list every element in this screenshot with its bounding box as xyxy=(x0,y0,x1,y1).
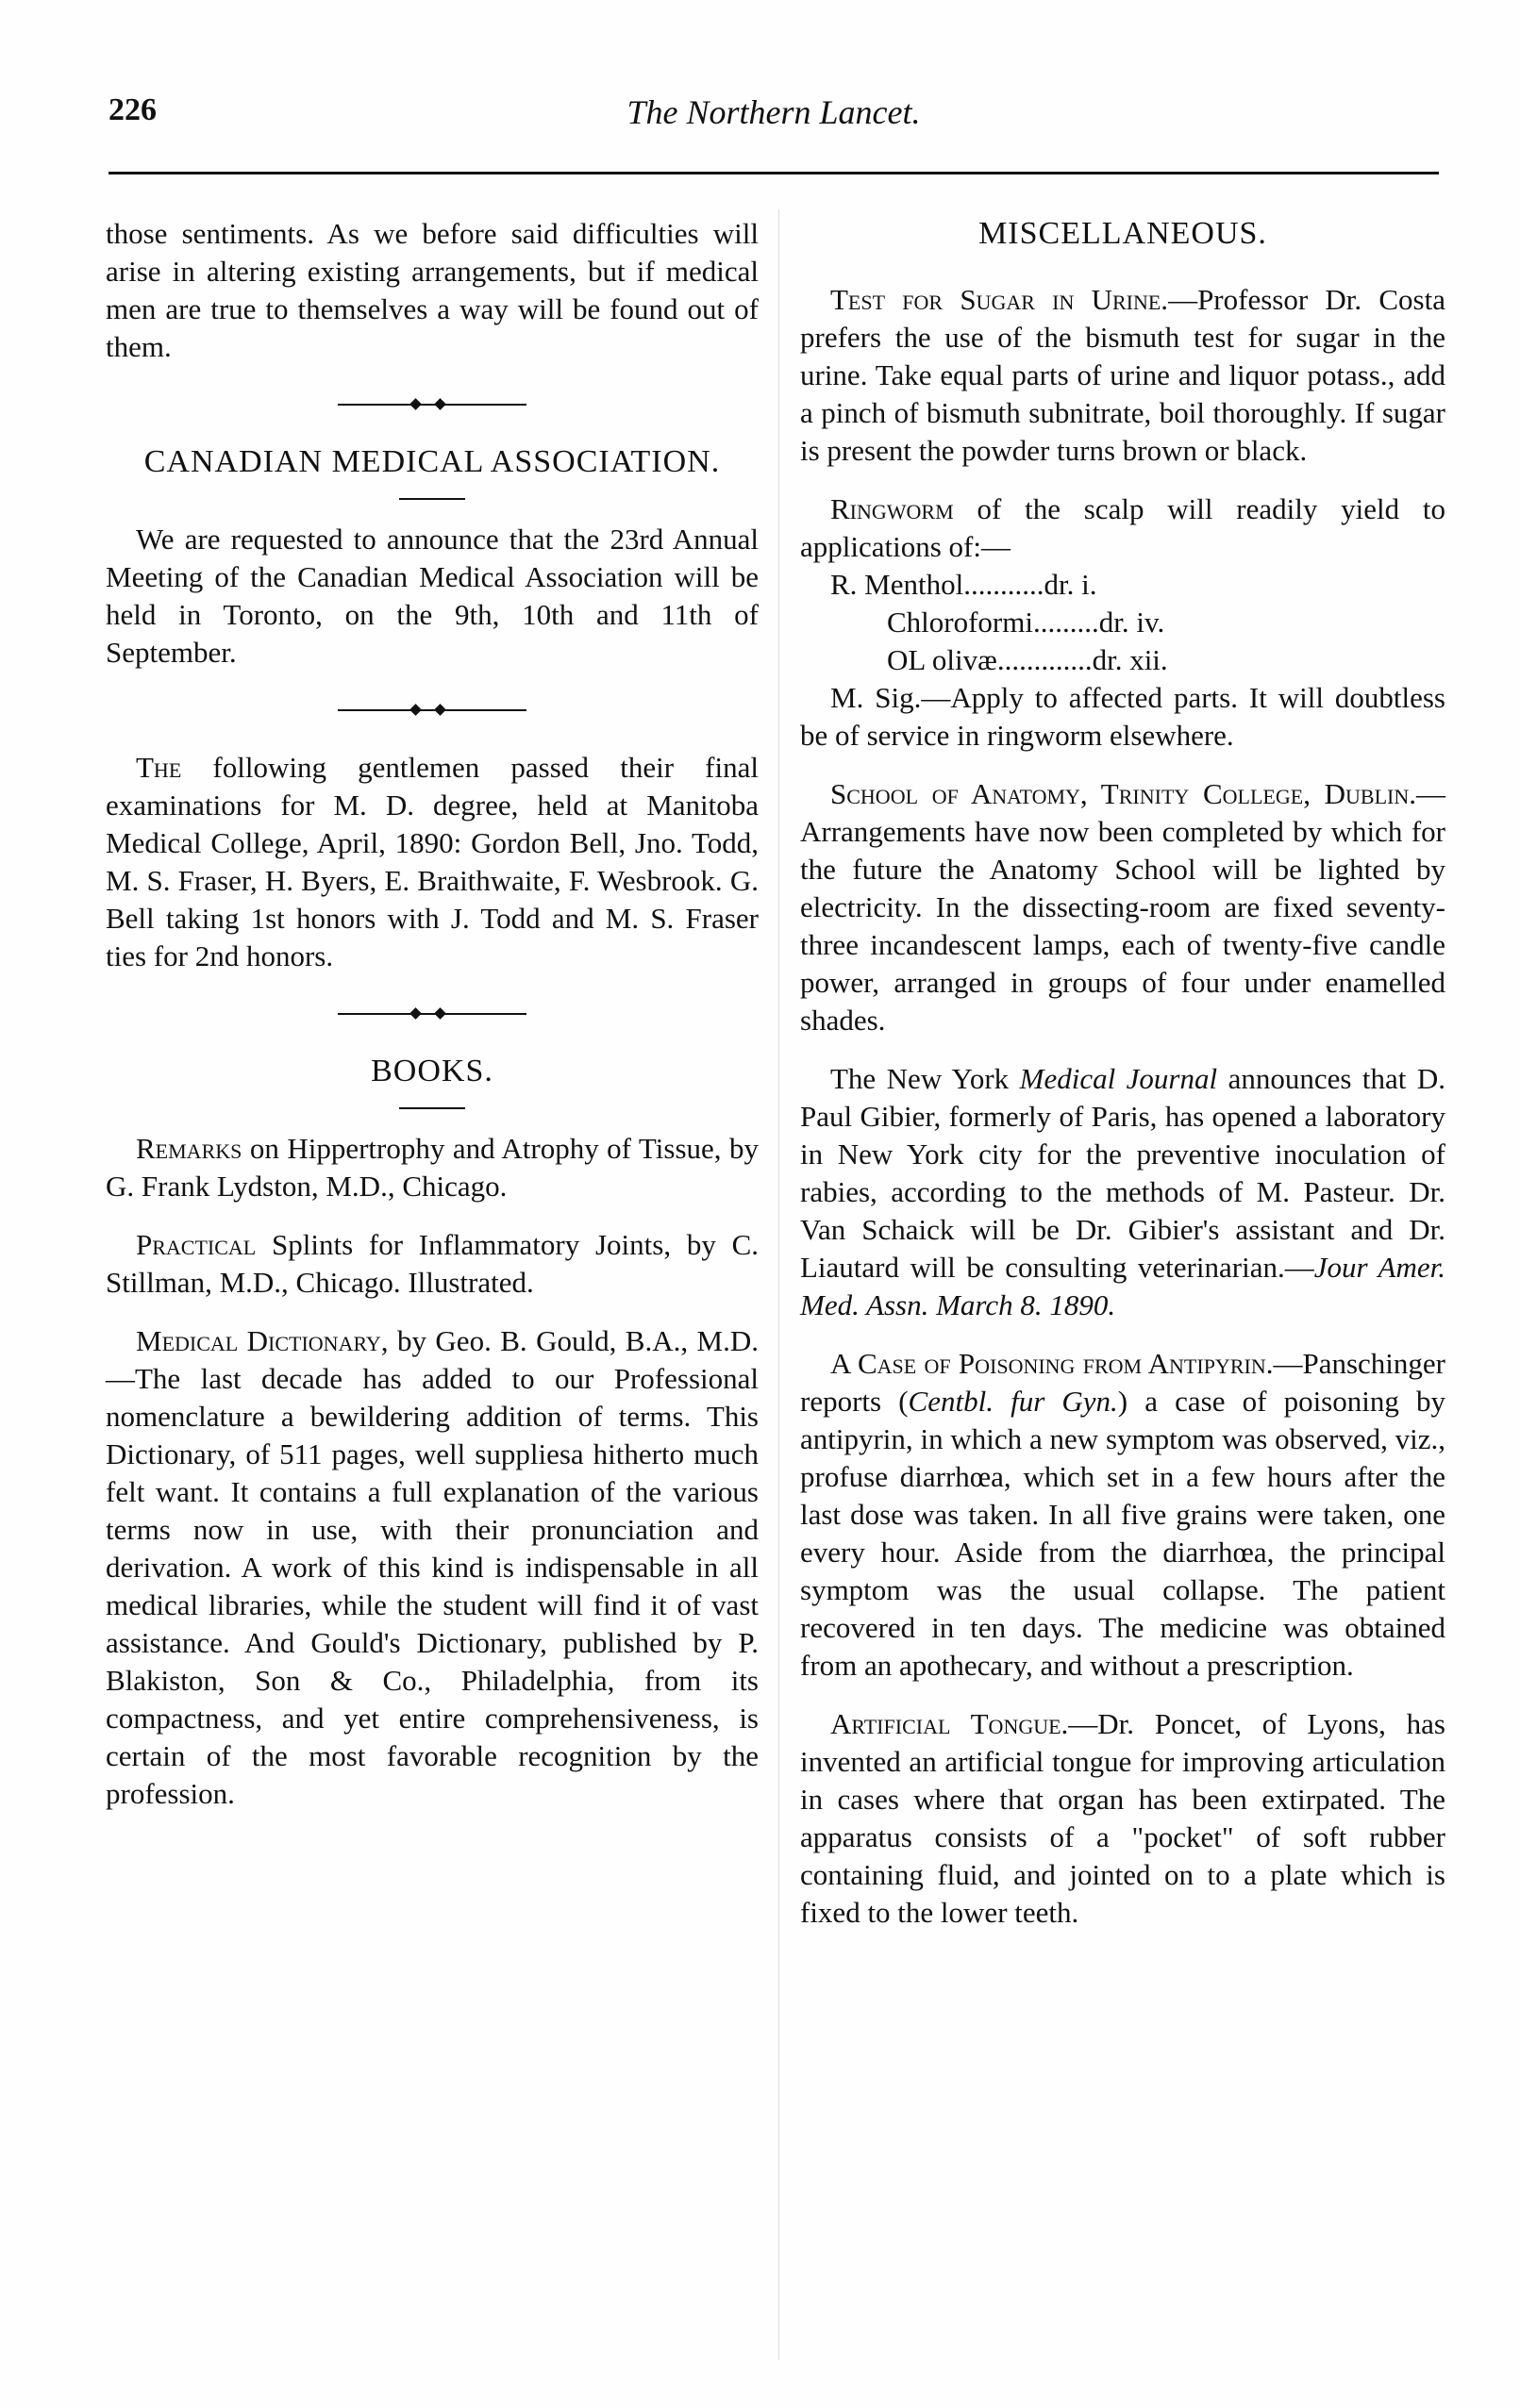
books-heading: BOOKS. xyxy=(371,1054,493,1088)
prescription-line: OL olivæ.............dr. xii. xyxy=(887,643,1168,676)
ny-text: announces that D. Paul Gibier, formerly of Paris, has opened a laboratory in New York city for the preventive inoculation of rabies, according to the methods of M. Pasteur. Dr. Van Schaick will be Dr. Gibier's assistant and Dr. Liautard will be consulting veterinarian.— xyxy=(800,1062,1445,1284)
book-entry-lead: Practical xyxy=(136,1228,257,1261)
anatomy-paragraph xyxy=(800,775,1445,1039)
column-gutter xyxy=(778,209,779,2360)
heading-rule xyxy=(399,1107,465,1109)
ringworm-paragraph xyxy=(800,490,1445,566)
running-title: The Northern Lancet. xyxy=(626,93,921,131)
citation: Jour Amer. Med. Assn. March 8. 1890. xyxy=(800,1251,1445,1321)
prescription-line: R. Menthol...........dr. i. xyxy=(830,568,1097,601)
ringworm-lead: Ringworm xyxy=(830,492,954,525)
journal-title: Medical Journal xyxy=(1019,1062,1218,1095)
book-entry-lead: Medical Dictionary, xyxy=(136,1324,389,1357)
journal-title: Centbl. fur Gyn. xyxy=(908,1385,1118,1418)
header-rule xyxy=(109,172,1439,174)
new-york-paragraph xyxy=(800,1060,1445,1324)
poisoning-lead: A Case of Poisoning from Antipyrin. xyxy=(830,1347,1274,1380)
exam-paragraph xyxy=(106,749,759,975)
prescription xyxy=(800,566,1445,679)
sugar-paragraph xyxy=(800,281,1445,470)
anatomy-text: —Arrangements have now been completed by which for the future the Anatomy School will be lighted by electricity. In the dissecting-room are fixed seventy-three incandescent lamps, each of twenty-five candle power, arranged in groups of four under enamelled shades. xyxy=(800,777,1445,1037)
book-entry xyxy=(106,1226,759,1302)
exam-text: following gentlemen passed their final examinations for M. D. degree, held at Manitoba Medical College, April, 1890: Gordon Bell, Jno. Todd, M. S. Fraser, H. Byers, E. Braithwaite, F. Wesbrook. G. Bell taking 1st honors with J. Todd and M. S. Fraser ties for 2nd honors. xyxy=(106,751,759,972)
intro-paragraph: those sentiments. As we before said difficulties will arise in altering existing arrangements, but if medical men are true to themselves a way will be found out of them. xyxy=(106,217,759,363)
heading-rule xyxy=(399,498,465,500)
poisoning-paragraph xyxy=(800,1345,1445,1685)
exam-lead: The xyxy=(136,751,182,784)
tongue-paragraph xyxy=(800,1705,1445,1932)
book-entry xyxy=(106,1130,759,1205)
section-ornament xyxy=(338,398,526,411)
ny-text: The New York xyxy=(830,1062,1020,1095)
book-entry-text: on Hippertrophy and Atrophy of Tissue, by G. Frank Lydston, M.D., Chicago. xyxy=(106,1132,759,1203)
book-entry-text: by Geo. B. Gould, B.A., M.D.—The last decade has added to our Professional nomenclature a bewildering addition of terms. This Dictionary, of 511 pages, well suppliesa hitherto much felt want. It contains a full explanation of the various terms now in use, with their pronunciation and derivation. A work of this kind is indispensable in all medical libraries, while the student will find it of vast assistance. And Gould's Dictionary, published by P. Blakiston, Son & Co., Philadelphia, from its compactness, and yet entire comprehensiveness, is certain of the most favorable recognition by the profession. xyxy=(106,1324,759,1810)
ringworm-sig: M. Sig.—Apply to affected parts. It will doubtless be of service in ringworm elsewhere. xyxy=(800,681,1445,752)
book-entry xyxy=(106,1322,759,1813)
section-ornament xyxy=(338,704,526,717)
page-number: 226 xyxy=(109,92,157,127)
right-column xyxy=(800,215,1445,1932)
tongue-lead: Artificial Tongue. xyxy=(830,1707,1069,1740)
sugar-lead: Test for Sugar in Urine. xyxy=(830,283,1169,316)
prescription-line: Chloroformi.........dr. iv. xyxy=(887,606,1165,639)
poisoning-text: —Panschinger reports ( xyxy=(800,1347,1445,1418)
misc-heading: MISCELLANEOUS. xyxy=(978,216,1267,251)
page-header xyxy=(109,92,1439,149)
tongue-text: —Dr. Poncet, of Lyons, has invented an artificial tongue for improving articulation in cases where that organ has been extirpated. The apparatus consists of a "pocket" of soft rubber containing fluid, and jointed on to a plate which is fixed to the lower teeth. xyxy=(800,1707,1445,1929)
ringworm-text: of the scalp will readily yield to applications of:— xyxy=(800,492,1445,563)
left-column xyxy=(106,215,759,1813)
poisoning-text: ) a case of poisoning by antipyrin, in which a new symptom was observed, viz., profuse diarrhœa, which set in a few hours after the last dose was taken. In all five grains were taken, one every hour. Aside from the diarrhœa, the principal symptom was the usual collapse. The patient recovered in ten days. The medicine was obtained from an apothecary, and without a prescription. xyxy=(800,1385,1445,1682)
book-entry-lead: Remarks xyxy=(136,1132,242,1165)
cma-paragraph: We are requested to announce that the 23rd Annual Meeting of the Canadian Medical Association will be held in Toronto, on the 9th, 10th and 11th of September. xyxy=(106,523,759,669)
book-entry-text: Splints for Inflammatory Joints, by C. Stillman, M.D., Chicago. Illustrated. xyxy=(106,1228,759,1299)
anatomy-lead: School of Anatomy, Trinity College, Dublin. xyxy=(830,777,1416,810)
section-ornament xyxy=(338,1007,526,1021)
cma-heading: CANADIAN MEDICAL ASSOCIATION. xyxy=(143,444,721,479)
sugar-text: —Professor Dr. Costa prefers the use of the bismuth test for sugar in the urine. Take equal parts of urine and liquor potass., add a pinch of bismuth subnitrate, boil thoroughly. If sugar is present the powder turns brown or black. xyxy=(800,283,1445,467)
